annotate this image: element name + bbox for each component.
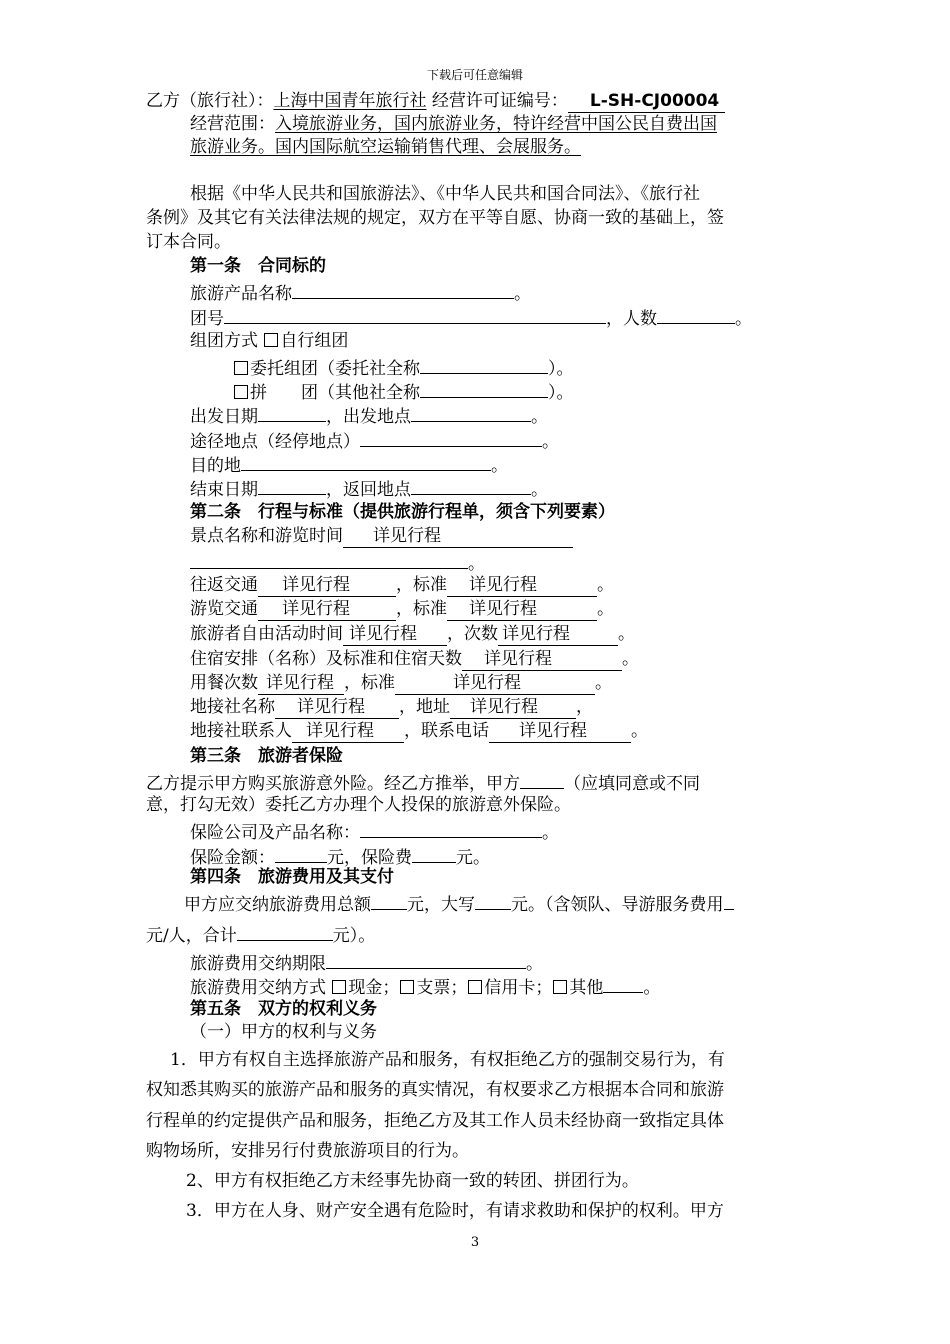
para-1-line-2: 权知悉其购买的旅游产品和服务的真实情况，有权要求乙方根据本合同和旅游 [146,1080,724,1100]
article-5-title: 第五条 双方的权利义务 [190,999,377,1019]
depart-date-blank[interactable] [258,403,326,422]
intro-line-2: 条例》及其它有关法律法规的规定，双方在平等自愿、协商一致的基础上，签 [146,208,724,228]
insurance-text-b: （应填同意或不同 [564,774,700,794]
phone-value[interactable]: 详见行程 [489,720,631,743]
insurance-amount-blank[interactable] [275,844,327,863]
insurance-amount-label: 保险金额： [190,848,275,868]
cheque-label: 支票； [416,978,468,998]
checkbox-merge[interactable] [234,385,248,399]
para-1-line-4: 购物场所，安排另行付费旅游项目的行为。 [146,1141,469,1161]
punct: 。 [526,954,543,974]
destination-line [190,452,508,477]
payment-method-line [190,974,660,999]
party-b-label: 乙方（旅行社）： [146,91,274,111]
checkbox-cash[interactable] [332,980,346,994]
fee-guide-blank[interactable] [724,891,734,910]
punct: 。 [531,480,548,500]
fee-deadline-label: 旅游费用交纳期限 [190,954,326,974]
spots-line [190,525,573,548]
punct: 。 [514,284,531,304]
insurance-company-blank[interactable] [360,819,542,838]
sub-section-1: （一）甲方的权利与义务 [190,1022,377,1042]
group-mode-label: 组团方式 [190,331,258,351]
license-number: L-SH-CJ00004 [568,90,725,113]
para-2: 2、甲方有权拒绝乙方未经事先协商一致的转团、拼团行为。 [186,1171,639,1191]
insurance-text: 乙方提示甲方购买旅游意外险。经乙方推举，甲方 [146,774,520,794]
agency-label: 地接社名称 [190,697,275,717]
free-time-value[interactable]: 详见行程 [343,623,447,646]
return-place-label: ，返回地点 [326,480,411,500]
page-number: 3 [470,1235,480,1250]
card-label: 信用卡； [484,978,553,998]
standard-label: ，标准 [396,599,447,619]
spots-label: 景点名称和游览时间 [190,526,343,546]
sightseeing-line [190,598,614,621]
para-1-line-3: 行程单的约定提供产品和服务，拒绝乙方及其工作人员未经协商一致指定具体 [146,1111,724,1131]
entrust-line [233,355,574,380]
para-3: 3．甲方在人身、财产安全遇有危险时，有请求救助和保护的权利。甲方 [186,1201,724,1221]
round-trip-standard-value[interactable]: 详见行程 [447,574,597,597]
group-mode-line [190,330,348,352]
contact-value[interactable]: 详见行程 [292,720,404,743]
punct: 。 [491,456,508,476]
address-label: ，地址 [399,697,450,717]
intro-line-3: 订本合同。 [146,232,231,252]
spots-value[interactable]: 详见行程 [343,525,573,548]
punct: 。 [643,978,661,998]
punct: 。 [595,673,612,693]
spots-continuation [190,550,485,575]
sightseeing-standard-value[interactable]: 详见行程 [447,598,597,621]
insurance-company-label: 保险公司及产品名称： [190,823,360,843]
fee-capital-label: 元，大写 [407,895,475,915]
fee-per-person-label: 元/人，合计 [146,926,237,946]
fee-total-label: 甲方应交纳旅游费用总额 [184,895,371,915]
group-number-blank[interactable] [224,305,606,324]
people-count-label: ，人数 [606,309,657,329]
product-name-line [190,280,531,305]
party-b-name: 上海中国青年旅行社 [273,91,427,111]
end-date-label: 结束日期 [190,480,258,500]
free-time-line [190,623,635,646]
article-4-title: 第四条 旅游费用及其支付 [190,867,394,887]
depart-date-label: 出发日期 [190,407,258,427]
spots-blank-2[interactable] [190,550,468,569]
product-name-blank[interactable] [292,280,514,299]
standard-label: ，标准 [396,575,447,595]
consent-blank[interactable] [520,770,564,789]
depart-place-blank[interactable] [411,403,531,422]
fee-total-blank[interactable] [371,891,407,910]
punct: 。 [597,599,614,619]
address-value[interactable]: 详见行程 [450,696,576,719]
lodging-line [190,648,639,671]
free-time-label: 旅游者自由活动时间 [190,624,343,644]
intro-line-1: 根据《中华人民共和国旅游法》、《中华人民共和国合同法》、《旅行社 [190,184,700,204]
agency-line: 地接社名称 详见行程 ，地址 详见行程 ， [190,697,593,717]
agency-value[interactable]: 详见行程 [275,696,399,719]
payment-method-label: 旅游费用交纳方式 [190,978,326,998]
header-note: 下载后可任意编辑 [426,68,523,82]
end-date-blank[interactable] [258,476,326,495]
license-label: 经营许可证编号： [431,91,568,111]
checkbox-cheque[interactable] [400,980,414,994]
fee-capital-blank[interactable] [475,891,511,910]
people-count-blank[interactable] [657,305,735,324]
round-trip-label: 往返交通 [190,575,258,595]
other-blank[interactable] [603,974,643,993]
checkbox-self[interactable] [264,333,278,347]
other-label: 其他 [569,978,604,998]
product-name-label: 旅游产品名称 [190,284,292,304]
punct: 。 [468,554,485,574]
premium-blank[interactable] [412,844,456,863]
checkbox-entrust[interactable] [234,361,248,375]
destination-blank[interactable] [241,452,491,471]
insurance-company-line [190,819,559,844]
scope-text-1: 入境旅游业务，国内旅游业务，特许经营中国公民自费出国 [275,114,717,134]
meals-label: 用餐次数 [190,673,258,693]
merge-line [233,379,574,404]
via-line [190,428,559,453]
contact-label: 地接社联系人 [190,721,292,741]
contact-line [190,720,648,743]
destination-label: 目的地 [190,456,241,476]
checkbox-other[interactable] [553,980,567,994]
punct: 。 [542,823,559,843]
merge-label: 拼 团（其他社全称 [250,383,420,403]
fee-deadline-line [190,950,543,975]
para-1-line-1: 1．甲方有权自主选择旅游产品和服务，有权拒绝乙方的强制交易行为，有 [170,1050,725,1070]
punct: 。 [531,407,548,427]
depart-place-label: ，出发地点 [326,407,411,427]
group-number-label: 团号 [190,309,224,329]
punct: 。 [618,624,635,644]
article-3-title: 第三条 旅游者保险 [190,746,343,766]
fee-sum-blank[interactable] [237,922,333,941]
scope-label: 经营范围： [190,114,275,134]
punct: ）。 [548,383,574,403]
meals-line [190,672,612,695]
entrust-blank[interactable] [420,355,548,374]
punct: 。 [542,432,559,452]
return-place-blank[interactable] [411,476,531,495]
fee-guide-label: 元。（含领队、导游服务费用 [511,895,724,915]
depart-line [190,403,548,428]
via-label: 途径地点（经停地点） [190,432,360,452]
times-label: ，次数 [447,624,498,644]
punct: 。 [597,575,614,595]
times-value[interactable]: 详见行程 [498,623,618,646]
punct: ）。 [548,359,574,379]
article-2-title: 第二条 行程与标准（提供旅游行程单，须含下列要素） [190,502,615,522]
fee-deadline-blank[interactable] [326,950,526,969]
lodging-label: 住宿安排（名称）及标准和住宿天数 [190,649,462,669]
insurance-line-2: 意，打勾无效）委托乙方办理个人投保的旅游意外保险。 [146,795,571,815]
sightseeing-label: 游览交通 [190,599,258,619]
premium-label: 元，保险费 [327,848,412,868]
fee-sum-unit: 元）。 [332,926,376,946]
self-organized-label: 自行组团 [280,331,349,351]
scope-line-1 [190,113,717,135]
fee-line-1 [184,891,734,916]
lodging-value[interactable]: 详见行程 [462,648,622,671]
party-b-line [146,90,725,113]
yuan-unit: 元。 [456,848,490,868]
meals-value[interactable]: 详见行程 [258,672,344,695]
meal-standard-label: ，标准 [344,673,395,693]
merge-blank[interactable] [420,379,548,398]
round-trip-value[interactable]: 详见行程 [258,574,396,597]
punct: 。 [631,721,648,741]
fee-line-2 [146,922,375,947]
entrust-label: 委托组团（委托社全称 [250,359,420,379]
cash-label: 现金； [348,978,400,998]
article-1-title: 第一条 合同标的 [190,256,326,276]
scope-text-2: 旅游业务。国内国际航空运输销售代理、会展服务。 [190,137,581,157]
group-number-line [190,305,752,330]
sightseeing-value[interactable]: 详见行程 [258,598,396,621]
via-blank[interactable] [360,428,542,447]
round-trip-line [190,574,614,597]
punct: 。 [735,309,752,329]
checkbox-card[interactable] [468,980,482,994]
punct: 。 [622,649,639,669]
end-line [190,476,548,501]
insurance-line-1 [146,770,700,795]
meal-standard-value[interactable]: 详见行程 [395,672,595,695]
phone-label: ，联系电话 [404,721,489,741]
